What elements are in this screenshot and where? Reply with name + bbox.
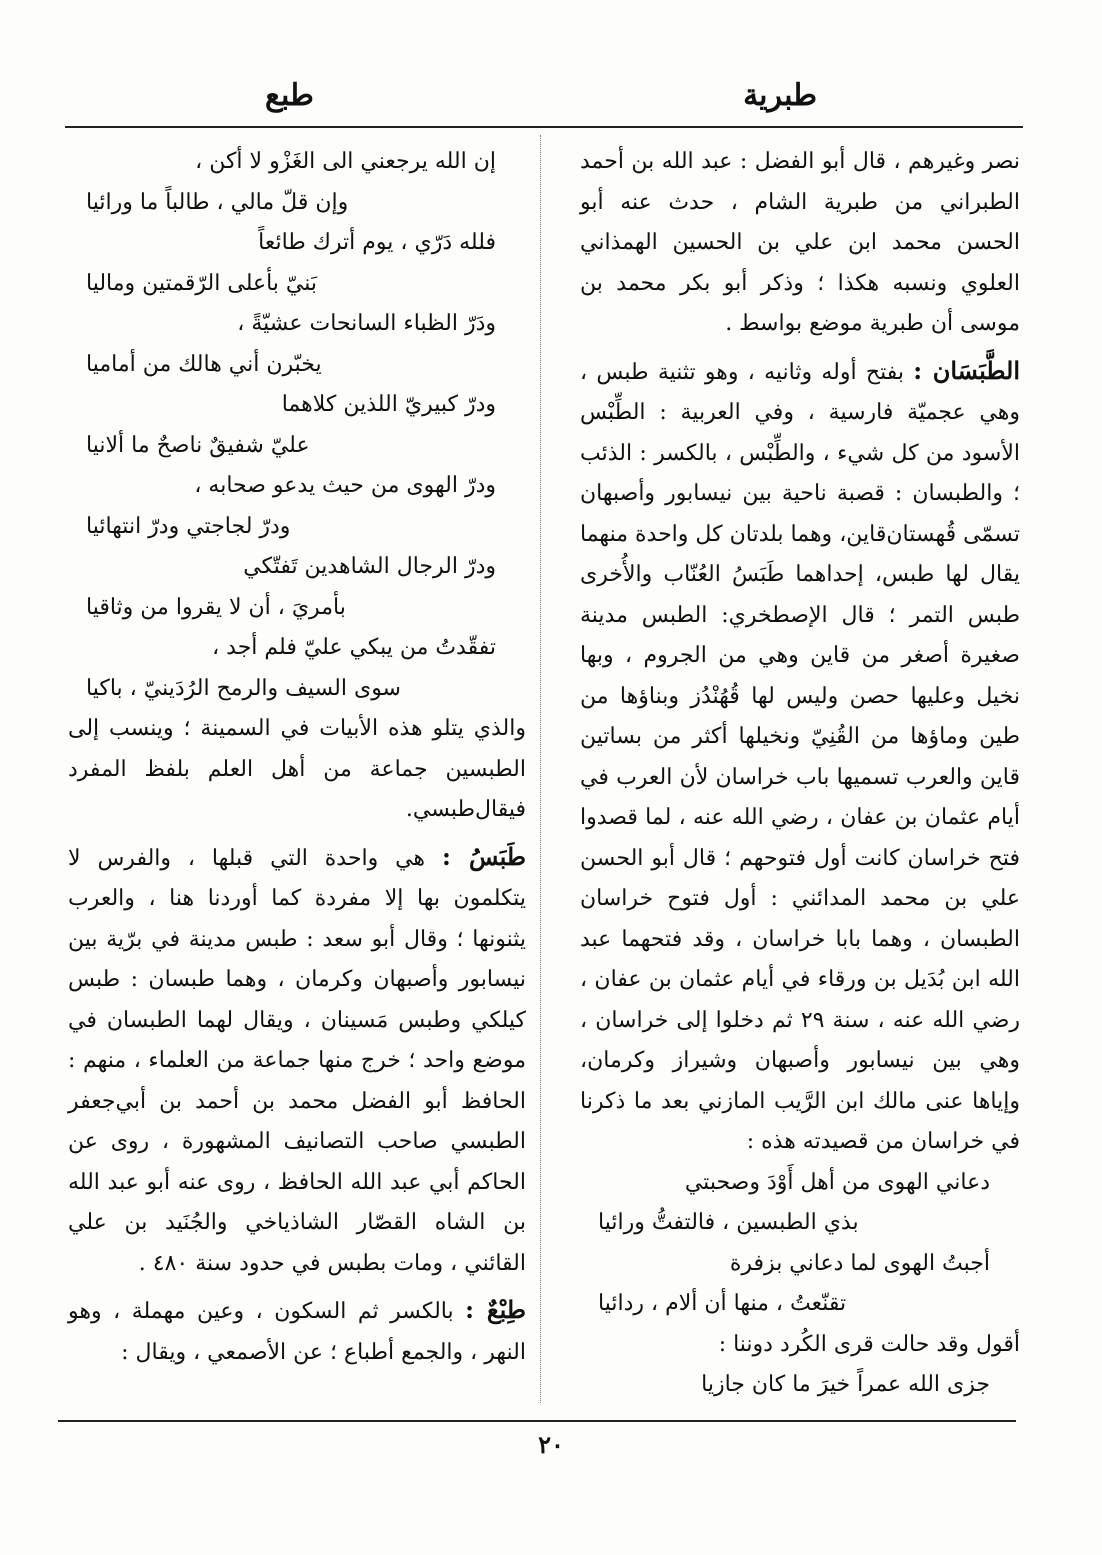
verse-line: عليّ شفيقٌ ناصحٌ ما ألانيا bbox=[86, 432, 310, 458]
verse-line: ودرّ الهوى من حيث يدعو صحابه ، bbox=[194, 473, 496, 498]
header-rule bbox=[65, 126, 1023, 128]
entry-term: طَبَسُ : bbox=[441, 841, 526, 871]
verse-line: تفقّدتُ من يبكي عليّ فلم أجد ، bbox=[212, 635, 496, 660]
column-divider bbox=[540, 135, 541, 1403]
verse-line: بذي الطبسين ، فالتفتُّ ورائيا bbox=[598, 1210, 859, 1235]
entry-term: طِبْعٌ : bbox=[465, 1295, 526, 1324]
verse-line: يخبّرن أني هالك من أماميا bbox=[86, 351, 322, 377]
entry-tabas bbox=[68, 837, 526, 1285]
right-column bbox=[580, 142, 1020, 1406]
entry-text: هي واحدة التي قبلها ، والفرس لا يتكلمون بها إلا مفردة كما أوردنا هنا ، والعرب يثنونها ؛ وقال أبو سعد : طبس مدينة في برّية بين نيسابور وأصبهان وكرمان ، وهما طبسان : طبس كيلكي وطبس مَسينان ، ويقال لهما الطبسان في موضع واحد ؛ خرج منها جماعة من العلماء ، منهم : الحافظ أبو الفضل محمد بن أحمد بن أبي‌جعفر الطبسي صاحب التصانيف المشهورة ، روى عن الحاكم أبي عبد الله الحافظ ، روى عنه أبو عبد الله بن الشاه القصّار الشاذياخي والجُنَيد بن علي القائني ، ومات بطبس في حدود سنة ٤٨٠ . bbox=[68, 845, 526, 1276]
verse-line: ودرّ كبيريّ اللذين كلاهما bbox=[281, 392, 496, 417]
running-header-right: طبرية bbox=[743, 78, 817, 113]
verse-line: سوى السيف والرمح الرُدَينيّ ، باكيا bbox=[86, 675, 401, 701]
verse-line: فلله دَرّي ، يوم أترك طائعاً bbox=[258, 230, 496, 255]
verse-block bbox=[580, 1163, 1020, 1325]
paragraph: والذي يتلو هذه الأبيات في السمينة ؛ وينسب إلى الطبسين جماعة من أهل العلم بلفظ المفرد فيقال‌طبسي. bbox=[68, 716, 526, 822]
page-number: ٢٠ bbox=[538, 1430, 564, 1459]
verse-line: جزى الله عمراً خيرَ ما كان جازيا bbox=[701, 1372, 990, 1397]
footer-rule bbox=[58, 1420, 1016, 1422]
paragraph: أقول وقد حالت قرى الكُرد دوننا : bbox=[718, 1331, 1020, 1357]
verse-line: تقنّعتُ ، منها أن ألام ، ردائيا bbox=[598, 1291, 847, 1316]
verse-line: أجبتُ الهوى لما دعاني بزفرة bbox=[729, 1250, 990, 1276]
entry-tabasan bbox=[580, 351, 1020, 1163]
verse-line: دعاني الهوى من أهل أَوْدَ وصحبتي bbox=[684, 1169, 990, 1195]
verse-line: ودَرّ الظباء السانحات عشيّةً ، bbox=[237, 311, 496, 336]
verse-line: بأمريَ ، أن لا يقروا من وثاقيا bbox=[86, 594, 346, 620]
verse-block bbox=[580, 1365, 1020, 1406]
running-header-left: طبع bbox=[265, 78, 314, 113]
entry-tib bbox=[68, 1290, 526, 1373]
verse-block bbox=[68, 142, 526, 709]
entry-text: بفتح أوله وثانيه ، وهو تثنية طبس ، وهي عجميّة فارسية ، وفي العربية : الطِّبْس الأسود من كل شيء ، والطِّبْس ، بالكسر : الذئب ؛ والطبسان : قصبة ناحية بين نيسابور وأصبهان تسمّى قُهستان‌قاين، وهما بلدتان كل واحدة منهما يقال لها طبس، إحداهما طَبَسُ العُنّاب والأُخرى طبس التمر ؛ قال الإصطخري: الطبس مدينة صغيرة أصغر من قاين وهي من الجروم ، وبها نخيل وعليها حصن وليس لها قُهُنْدُز وبناؤها من طين وماؤها من القُنِيّ ونخيلها أكثر من بساتين قاين والعرب تسميها باب خراسان لأن العرب في أيام عثمان بن عفان ، رضي الله عنه ، لما قصدوا فتح خراسان كانت أول فتوحهم ؛ قال أبو الحسن علي بن محمد المدائني : أول فتوح خراسان الطبسان ، وهما بابا خراسان ، وقد فتحهما عبد الله ابن بُدَيل بن ورقاء في أيام عثمان بن عفان ، رضي الله عنه ، سنة ٢٩ ثم دخلوا إلى خراسان ، وهي بين نيسابور وأصبهان وشيراز وكرمان، وإياها عنى مالك ابن الرَّيب المازني بعد ما ذكرنا في خراسان من قصيدته هذه : bbox=[580, 359, 1020, 1154]
verse-line: ودرّ لجاجتي ودرّ انتهائيا bbox=[86, 513, 291, 539]
verse-line: ودرّ الرجال الشاهدين تَفتّكي bbox=[243, 554, 496, 579]
entry-term: الطَّبَسَان : bbox=[913, 355, 1020, 385]
entry-text: بالكسر ثم السكون ، وعين مهملة ، وهو النهر ، والجمع أطباع ؛ عن الأصمعي ، ويقال : bbox=[68, 1299, 526, 1365]
verse-line: إن الله يرجعني الى الغَزْو لا أكن ، bbox=[195, 149, 496, 174]
left-column bbox=[68, 142, 526, 1373]
paragraph: نصر وغيرهم ، قال أبو الفضل : عبد الله بن أحمد الطبراني من طبرية الشام ، حدث عنه أبو الحسن محمد ابن علي بن الحسين الهمذاني العلوي ونسبه هكذا ؛ وذكر أبو بكر محمد بن موسى أن طبرية موضع بواسط . bbox=[580, 149, 1020, 336]
verse-line: وإن قلّ مالي ، طالباً ما ورائيا bbox=[86, 189, 349, 215]
verse-line: بَنيّ بأعلى الرّقمتين وماليا bbox=[86, 270, 318, 296]
